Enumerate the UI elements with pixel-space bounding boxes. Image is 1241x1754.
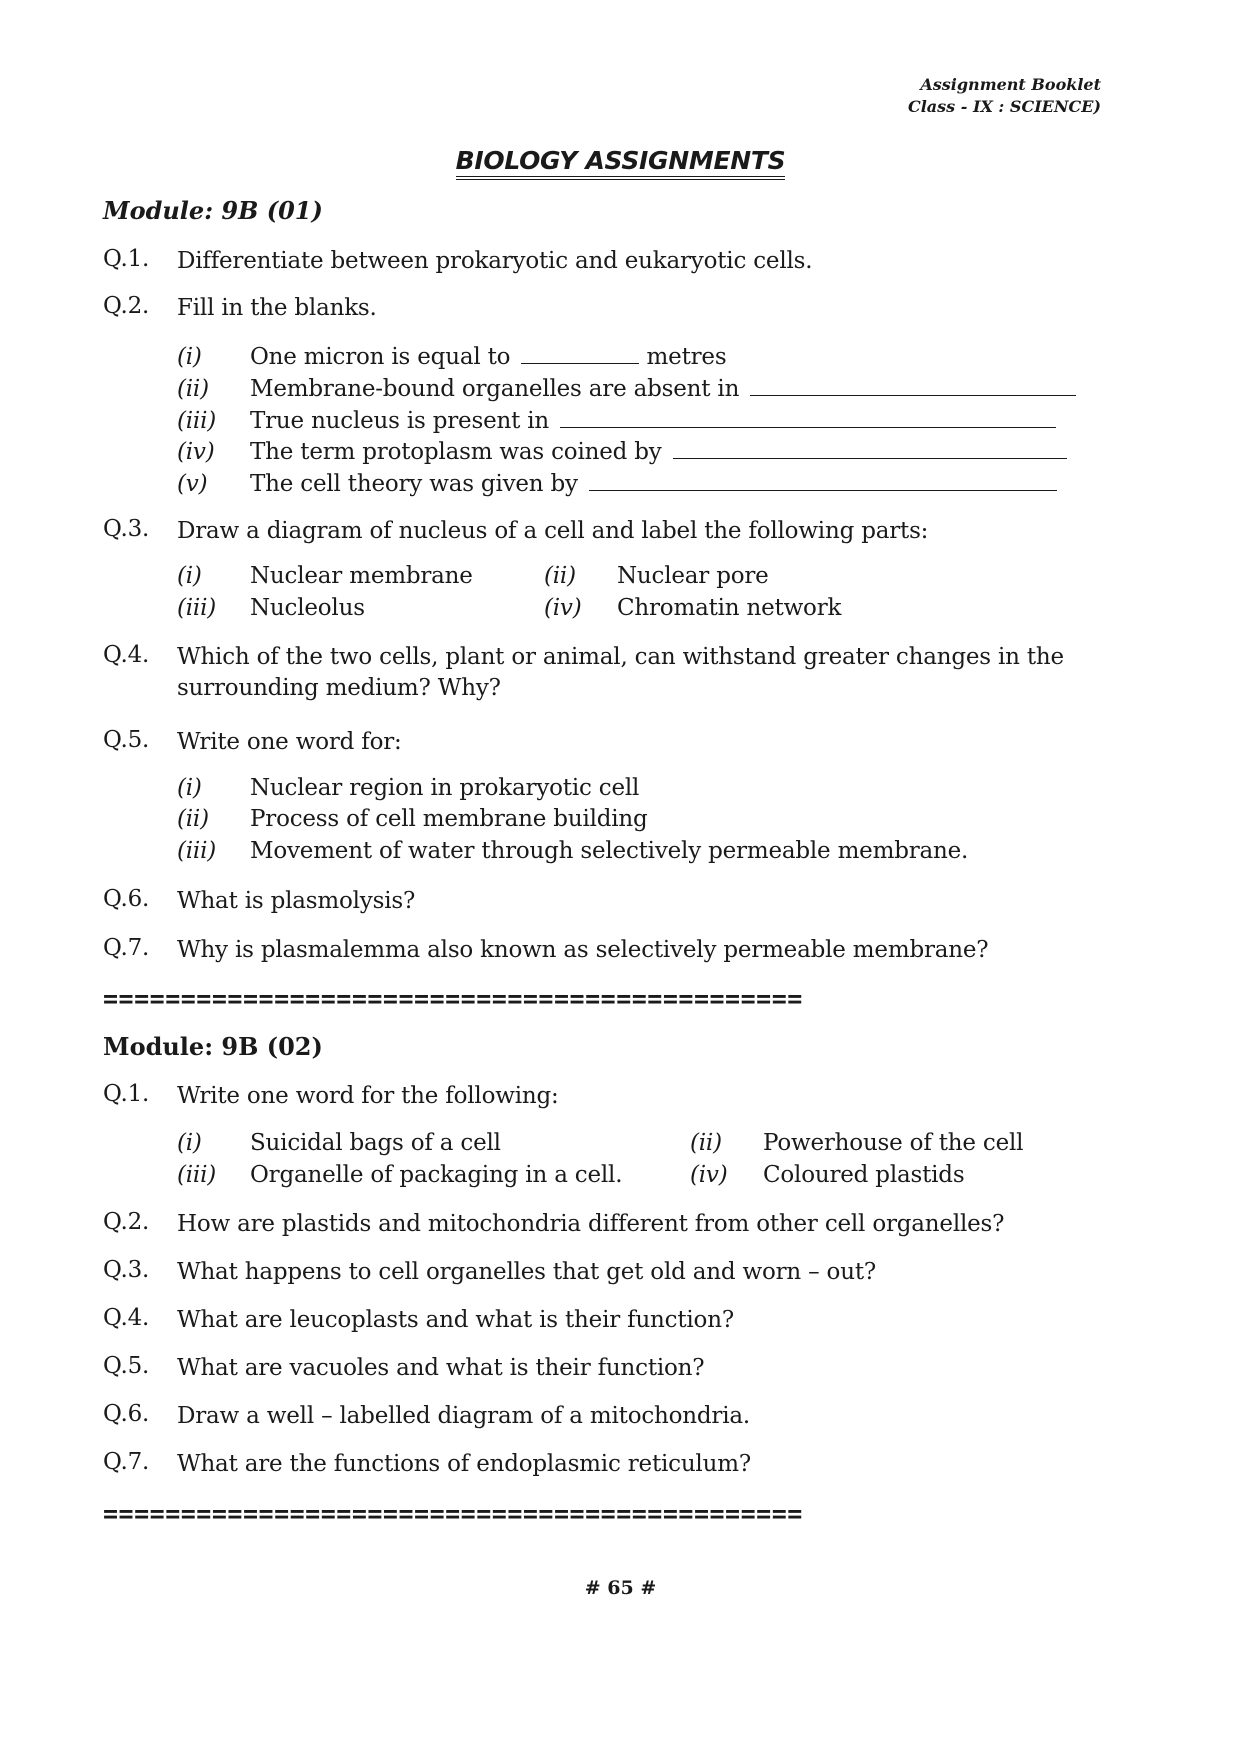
question bbox=[103, 727, 1137, 758]
one-word-item bbox=[177, 775, 639, 801]
question bbox=[103, 886, 1137, 917]
item-number: (iii) bbox=[177, 1162, 217, 1188]
item-number: (iii) bbox=[177, 408, 217, 434]
separator-text: ============================================= bbox=[103, 990, 803, 1008]
answer-blank bbox=[750, 373, 1076, 396]
module-heading-01: Module: 9B (01) bbox=[103, 196, 323, 225]
question-number: Q.5. bbox=[103, 727, 150, 753]
question bbox=[103, 293, 1137, 324]
item-number: (i) bbox=[177, 563, 202, 589]
item-text: The term protoplasm was coined by bbox=[250, 439, 662, 465]
item-number: (ii) bbox=[690, 1130, 722, 1156]
label-item bbox=[544, 563, 769, 589]
item-number: (ii) bbox=[177, 806, 209, 832]
question-number: Q.3. bbox=[103, 1257, 150, 1283]
answer-blank bbox=[560, 405, 1056, 428]
one-word-item bbox=[177, 1130, 501, 1156]
item-text: Nuclear membrane bbox=[250, 563, 473, 589]
item-text: Organelle of packaging in a cell. bbox=[250, 1162, 623, 1188]
fill-blank-item bbox=[177, 373, 1076, 402]
one-word-item bbox=[690, 1130, 1023, 1156]
question-text: What happens to cell organelles that get old and worn – out? bbox=[177, 1259, 876, 1285]
question-number: Q.7. bbox=[103, 935, 150, 961]
item-text: One micron is equal to bbox=[250, 344, 511, 370]
one-word-item bbox=[690, 1162, 964, 1188]
question-text: Differentiate between prokaryotic and eukaryotic cells. bbox=[177, 248, 813, 274]
question-number: Q.3. bbox=[103, 516, 150, 542]
item-number: (i) bbox=[177, 775, 202, 801]
question bbox=[103, 642, 1077, 704]
one-word-item bbox=[177, 838, 968, 864]
fill-blank-item bbox=[177, 405, 1056, 434]
question-number: Q.4. bbox=[103, 642, 150, 668]
item-number: (iv) bbox=[690, 1162, 728, 1188]
question-number: Q.2. bbox=[103, 1209, 150, 1235]
item-number: (ii) bbox=[544, 563, 576, 589]
question bbox=[103, 1353, 1137, 1384]
question bbox=[103, 1081, 1137, 1112]
item-number: (v) bbox=[177, 471, 208, 497]
one-word-item bbox=[177, 806, 648, 832]
question bbox=[103, 1209, 1137, 1240]
item-text: Nuclear pore bbox=[617, 563, 769, 589]
question-number: Q.6. bbox=[103, 1401, 150, 1427]
item-text: Nucleolus bbox=[250, 595, 365, 621]
question bbox=[103, 246, 1137, 277]
item-number: (iii) bbox=[177, 838, 217, 864]
item-text: True nucleus is present in bbox=[250, 408, 550, 434]
section-separator bbox=[103, 1505, 1098, 1523]
fill-blank-item bbox=[177, 436, 1067, 465]
question-text: What are vacuoles and what is their function? bbox=[177, 1355, 705, 1381]
question-text: What are the functions of endoplasmic reticulum? bbox=[177, 1451, 751, 1477]
answer-blank bbox=[673, 436, 1067, 459]
header-booklet-title: Assignment Booklet bbox=[920, 75, 1101, 94]
section-separator bbox=[103, 990, 1098, 1008]
question-text: What is plasmolysis? bbox=[177, 888, 416, 914]
question bbox=[103, 1257, 1137, 1288]
label-item bbox=[177, 595, 365, 621]
module-heading-02: Module: 9B (02) bbox=[103, 1032, 323, 1061]
item-text: Membrane-bound organelles are absent in bbox=[250, 376, 740, 402]
label-item bbox=[177, 563, 473, 589]
item-number: (ii) bbox=[177, 376, 209, 402]
item-text: Powerhouse of the cell bbox=[763, 1130, 1024, 1156]
question-number: Q.5. bbox=[103, 1353, 150, 1379]
question bbox=[103, 516, 1137, 547]
item-text: Chromatin network bbox=[617, 595, 842, 621]
question-number: Q.1. bbox=[103, 246, 150, 272]
item-text: Suicidal bags of a cell bbox=[250, 1130, 501, 1156]
item-unit: metres bbox=[646, 344, 727, 370]
item-number: (iii) bbox=[177, 595, 217, 621]
item-number: (i) bbox=[177, 344, 202, 370]
separator-text: ============================================= bbox=[103, 1505, 803, 1523]
item-text: The cell theory was given by bbox=[250, 471, 578, 497]
booklet-header bbox=[908, 74, 1101, 118]
item-text: Process of cell membrane building bbox=[250, 806, 648, 832]
item-text: Coloured plastids bbox=[763, 1162, 965, 1188]
page-title bbox=[0, 146, 1241, 175]
question-number: Q.1. bbox=[103, 1081, 150, 1107]
question-text: Fill in the blanks. bbox=[177, 295, 377, 321]
fill-blank-item bbox=[177, 468, 1057, 497]
header-class-label: Class - IX : SCIENCE) bbox=[907, 97, 1101, 116]
question-text: What are leucoplasts and what is their function? bbox=[177, 1307, 734, 1333]
question-text: Draw a well – labelled diagram of a mitochondria. bbox=[177, 1403, 751, 1429]
question bbox=[103, 1449, 1137, 1480]
question-text: How are plastids and mitochondria different from other cell organelles? bbox=[177, 1211, 1005, 1237]
item-number: (i) bbox=[177, 1130, 202, 1156]
question-text: Why is plasmalemma also known as selectively permeable membrane? bbox=[177, 937, 989, 963]
question bbox=[103, 1305, 1137, 1336]
fill-blank-item bbox=[177, 341, 726, 370]
question bbox=[103, 935, 1137, 966]
item-text: Nuclear region in prokaryotic cell bbox=[250, 775, 640, 801]
label-item bbox=[544, 595, 841, 621]
item-text: Movement of water through selectively permeable membrane. bbox=[250, 838, 969, 864]
question-number: Q.7. bbox=[103, 1449, 150, 1475]
question-number: Q.4. bbox=[103, 1305, 150, 1331]
item-number: (iv) bbox=[177, 439, 215, 465]
question-text: Write one word for the following: bbox=[177, 1083, 559, 1109]
question-text: Draw a diagram of nucleus of a cell and label the following parts: bbox=[177, 518, 929, 544]
question-number: Q.6. bbox=[103, 886, 150, 912]
page-title-text: BIOLOGY ASSIGNMENTS bbox=[456, 146, 786, 180]
item-number: (iv) bbox=[544, 595, 582, 621]
question-number: Q.2. bbox=[103, 293, 150, 319]
question-text: Write one word for: bbox=[177, 729, 402, 755]
page-number: # 65 # bbox=[584, 1577, 657, 1599]
question-text: Which of the two cells, plant or animal, can withstand greater changes in the surrounding medium? Why? bbox=[177, 644, 1064, 701]
one-word-item bbox=[177, 1162, 622, 1188]
answer-blank bbox=[589, 468, 1057, 491]
question bbox=[103, 1401, 1137, 1432]
answer-blank bbox=[521, 341, 639, 364]
